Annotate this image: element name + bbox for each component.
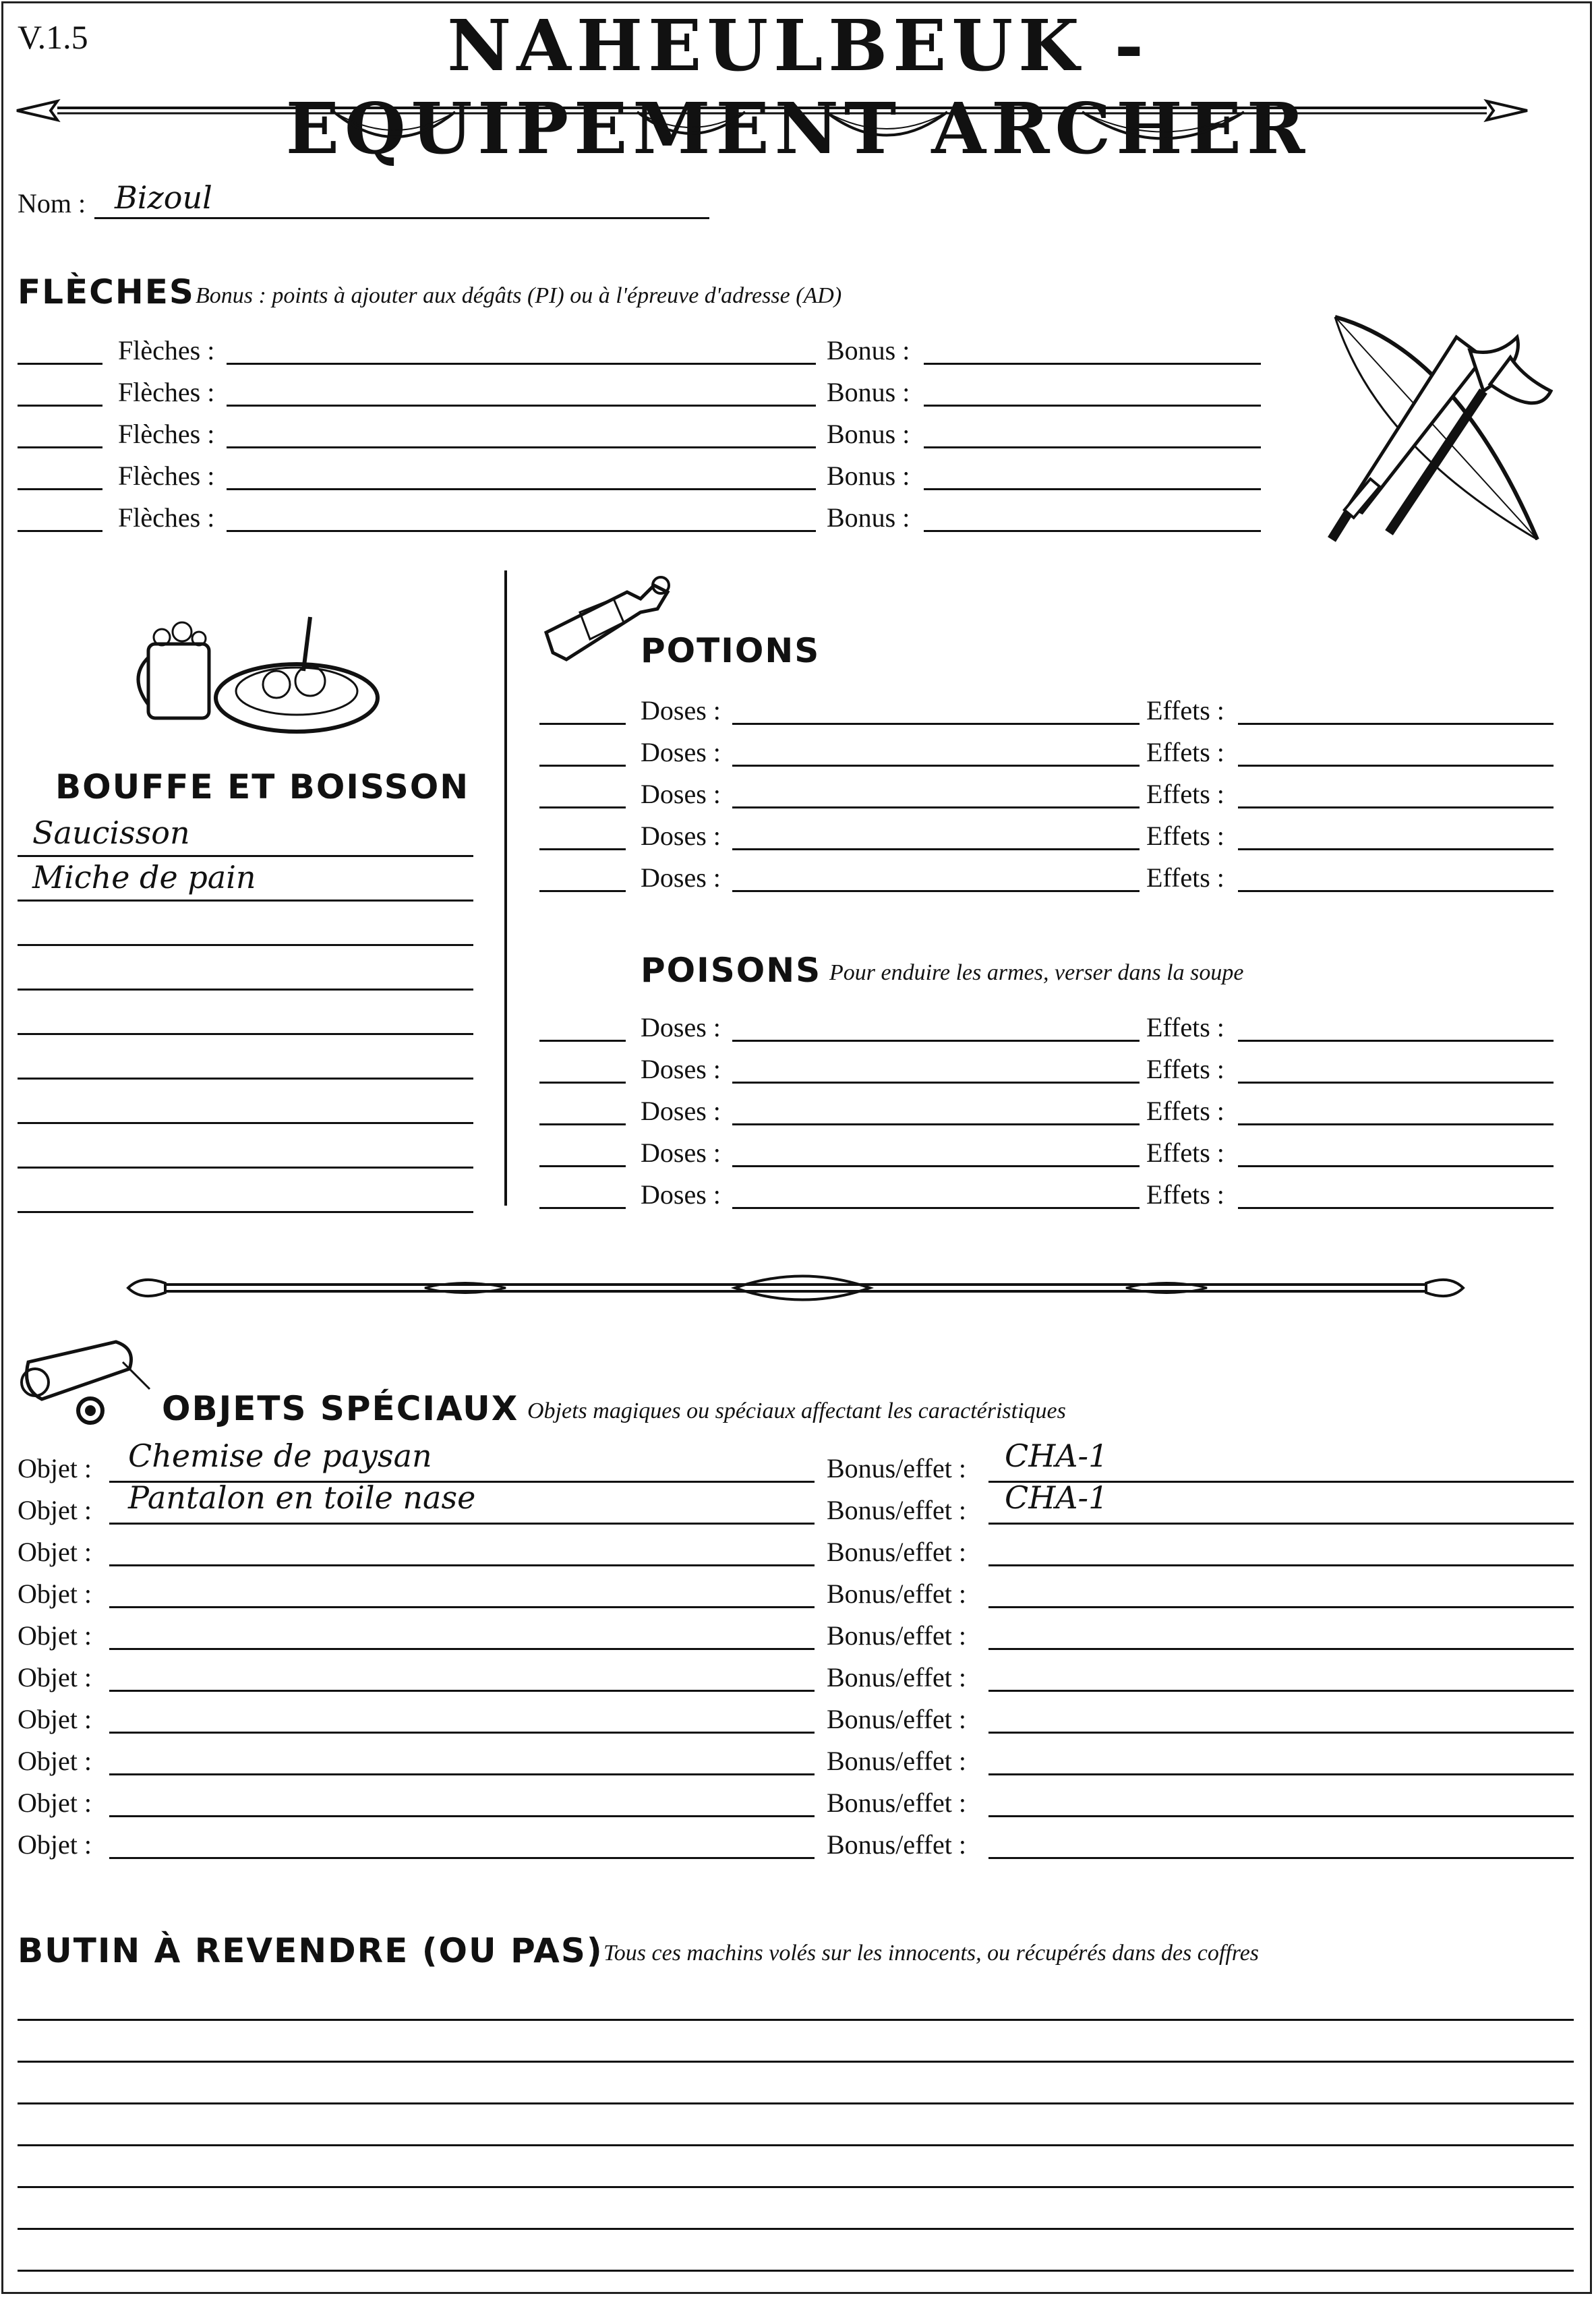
objet-field-line — [109, 1606, 815, 1608]
objet-bonus-label: Bonus/effet : — [827, 1662, 967, 1692]
objet-bonus-label: Bonus/effet : — [827, 1453, 967, 1483]
fleches-bonus-field[interactable] — [924, 363, 1261, 365]
fleches-count-field[interactable] — [18, 530, 102, 532]
bouffe-item-line — [18, 989, 473, 991]
fleches-label: Flèches : — [118, 377, 215, 407]
poisons-doses-field[interactable] — [732, 1207, 1140, 1209]
food-and-drink-icon — [135, 603, 384, 738]
butin-line[interactable] — [18, 2102, 1574, 2104]
poisons-effets-field[interactable] — [1238, 1082, 1554, 1084]
poisons-effets-label: Effets : — [1146, 1012, 1224, 1042]
fleches-bonus-field[interactable] — [924, 405, 1261, 407]
poisons-doses-label: Doses : — [641, 1054, 721, 1084]
potions-effets-field[interactable] — [1238, 765, 1554, 767]
butin-subtitle: Tous ces machins volés sur les innocents, ou récupérés dans des coffres — [603, 1941, 1260, 1966]
objet-bonus-line — [988, 1732, 1574, 1734]
bouffe-item-line — [18, 1211, 473, 1213]
objets-title: OBJETS SPÉCIAUX — [162, 1389, 519, 1428]
crossed-weapons-icon — [1322, 310, 1571, 553]
poisons-effets-label: Effets : — [1146, 1054, 1224, 1084]
butin-line[interactable] — [18, 2019, 1574, 2021]
bouffe-item[interactable]: Saucisson — [32, 815, 190, 851]
poisons-effets-label: Effets : — [1146, 1096, 1224, 1126]
page-title: NAHEULBEUK - EQUIPEMENT ARCHER — [285, 4, 1311, 170]
fleches-label: Flèches : — [118, 461, 215, 491]
potions-doses-label: Doses : — [641, 862, 721, 893]
poisons-subtitle: Pour enduire les armes, verser dans la soupe — [829, 960, 1244, 985]
bouffe-title: BOUFFE ET BOISSON — [55, 767, 470, 806]
bouffe-item-line — [18, 1033, 473, 1035]
objet-bonus-label: Bonus/effet : — [827, 1788, 967, 1818]
objet-bonus-line — [988, 1523, 1574, 1525]
potions-effets-field[interactable] — [1238, 806, 1554, 808]
objet-bonus-label: Bonus/effet : — [827, 1537, 967, 1567]
objet-label: Objet : — [18, 1704, 92, 1734]
objet-field-line — [109, 1648, 815, 1650]
potions-doses-field[interactable] — [732, 890, 1140, 892]
fleches-count-field[interactable] — [18, 363, 102, 365]
poisons-title: POISONS — [641, 951, 822, 990]
potions-effets-field[interactable] — [1238, 723, 1554, 725]
poisons-count-field[interactable] — [539, 1165, 626, 1167]
objet-label: Objet : — [18, 1788, 92, 1818]
fleches-bonus-field[interactable] — [924, 530, 1261, 532]
potions-effets-label: Effets : — [1146, 779, 1224, 809]
fleches-bonus-label: Bonus : — [827, 502, 910, 533]
fleches-name-field[interactable] — [227, 488, 816, 490]
potions-count-field[interactable] — [539, 848, 626, 850]
objet-field-line — [109, 1732, 815, 1734]
fleches-count-field[interactable] — [18, 405, 102, 407]
potions-doses-field[interactable] — [732, 723, 1140, 725]
objet-bonus-label: Bonus/effet : — [827, 1579, 967, 1609]
fleches-name-field[interactable] — [227, 530, 816, 532]
potions-effets-label: Effets : — [1146, 862, 1224, 893]
objet-bonus-label: Bonus/effet : — [827, 1704, 967, 1734]
objet-field-line — [109, 1815, 815, 1817]
fleches-subtitle: Bonus : points à ajouter aux dégâts (PI) ou à l'épreuve d'adresse (AD) — [196, 283, 842, 308]
objet-bonus-field[interactable]: CHA-1 — [1005, 1438, 1109, 1474]
scroll-and-ring-icon — [15, 1335, 156, 1430]
butin-line[interactable] — [18, 2228, 1574, 2230]
potions-count-field[interactable] — [539, 890, 626, 892]
potions-doses-field[interactable] — [732, 765, 1140, 767]
objet-label: Objet : — [18, 1453, 92, 1483]
poisons-count-field[interactable] — [539, 1040, 626, 1042]
objet-field[interactable]: Pantalon en toile nase — [128, 1479, 476, 1516]
fleches-name-field[interactable] — [227, 363, 816, 365]
arrow-divider-icon — [17, 88, 1527, 148]
fleches-count-field[interactable] — [18, 488, 102, 490]
potions-effets-label: Effets : — [1146, 821, 1224, 851]
nom-label: Nom : — [18, 188, 86, 218]
potions-effets-label: Effets : — [1146, 695, 1224, 726]
objet-field-line — [109, 1564, 815, 1566]
objet-field-line — [109, 1773, 815, 1775]
version-label: V.1.5 — [18, 18, 88, 56]
fleches-bonus-label: Bonus : — [827, 377, 910, 407]
bouffe-item-line — [18, 944, 473, 946]
fleches-label: Flèches : — [118, 335, 215, 365]
potions-effets-field[interactable] — [1238, 848, 1554, 850]
poisons-count-field[interactable] — [539, 1082, 626, 1084]
potions-doses-field[interactable] — [732, 806, 1140, 808]
poisons-effets-field[interactable] — [1238, 1040, 1554, 1042]
objet-bonus-field[interactable]: CHA-1 — [1005, 1479, 1109, 1516]
potions-count-field[interactable] — [539, 765, 626, 767]
objet-bonus-line — [988, 1815, 1574, 1817]
objet-bonus-label: Bonus/effet : — [827, 1829, 967, 1860]
butin-line[interactable] — [18, 2270, 1574, 2272]
poisons-doses-label: Doses : — [641, 1138, 721, 1168]
fleches-label: Flèches : — [118, 419, 215, 449]
poisons-doses-label: Doses : — [641, 1096, 721, 1126]
bouffe-item[interactable]: Miche de pain — [32, 859, 256, 895]
fleches-name-field[interactable] — [227, 446, 816, 448]
bouffe-item-line — [18, 1078, 473, 1080]
potions-count-field[interactable] — [539, 723, 626, 725]
objets-subtitle: Objets magiques ou spéciaux affectant les caractéristiques — [527, 1398, 1066, 1423]
objet-bonus-line — [988, 1857, 1574, 1859]
objet-label: Objet : — [18, 1579, 92, 1609]
poisons-doses-label: Doses : — [641, 1179, 721, 1210]
objet-bonus-label: Bonus/effet : — [827, 1746, 967, 1776]
bouffe-item-line — [18, 900, 473, 902]
objet-field[interactable]: Chemise de paysan — [128, 1438, 432, 1474]
potions-doses-label: Doses : — [641, 779, 721, 809]
butin-line[interactable] — [18, 2061, 1574, 2063]
poisons-doses-field[interactable] — [732, 1165, 1140, 1167]
fleches-bonus-field[interactable] — [924, 488, 1261, 490]
poisons-doses-field[interactable] — [732, 1123, 1140, 1125]
objet-bonus-line — [988, 1564, 1574, 1566]
poisons-count-field[interactable] — [539, 1123, 626, 1125]
potions-count-field[interactable] — [539, 806, 626, 808]
potions-effets-label: Effets : — [1146, 737, 1224, 767]
objet-bonus-line — [988, 1690, 1574, 1692]
bouffe-item-line — [18, 1167, 473, 1169]
potions-title: POTIONS — [641, 631, 821, 670]
objet-label: Objet : — [18, 1662, 92, 1692]
poisons-doses-field[interactable] — [732, 1082, 1140, 1084]
potions-doses-label: Doses : — [641, 737, 721, 767]
butin-line[interactable] — [18, 2144, 1574, 2146]
objet-label: Objet : — [18, 1620, 92, 1651]
potions-doses-field[interactable] — [732, 848, 1140, 850]
poisons-effets-label: Effets : — [1146, 1179, 1224, 1210]
objet-bonus-label: Bonus/effet : — [827, 1620, 967, 1651]
potions-doses-label: Doses : — [641, 695, 721, 726]
objet-bonus-line — [988, 1648, 1574, 1650]
objet-bonus-line — [988, 1606, 1574, 1608]
poisons-effets-field[interactable] — [1238, 1207, 1554, 1209]
butin-title: BUTIN À REVENDRE (OU PAS) — [18, 1931, 603, 1970]
poisons-effets-field[interactable] — [1238, 1123, 1554, 1125]
potions-doses-label: Doses : — [641, 821, 721, 851]
fleches-bonus-label: Bonus : — [827, 419, 910, 449]
objet-label: Objet : — [18, 1495, 92, 1525]
staff-divider-icon — [128, 1258, 1463, 1318]
nom-field-line — [94, 217, 709, 219]
objet-label: Objet : — [18, 1829, 92, 1860]
fleches-name-field[interactable] — [227, 405, 816, 407]
poisons-doses-field[interactable] — [732, 1040, 1140, 1042]
objet-field-line — [109, 1523, 815, 1525]
objet-bonus-label: Bonus/effet : — [827, 1495, 967, 1525]
butin-line[interactable] — [18, 2186, 1574, 2188]
potions-effets-field[interactable] — [1238, 890, 1554, 892]
poisons-effets-label: Effets : — [1146, 1138, 1224, 1168]
bouffe-item-line — [18, 1122, 473, 1124]
objet-label: Objet : — [18, 1746, 92, 1776]
poisons-count-field[interactable] — [539, 1207, 626, 1209]
objet-label: Objet : — [18, 1537, 92, 1567]
objet-bonus-line — [988, 1773, 1574, 1775]
objet-field-line — [109, 1857, 815, 1859]
bouffe-item-line — [18, 855, 473, 857]
poisons-effets-field[interactable] — [1238, 1165, 1554, 1167]
column-divider — [504, 570, 507, 1206]
fleches-bonus-label: Bonus : — [827, 335, 910, 365]
fleches-bonus-label: Bonus : — [827, 461, 910, 491]
fleches-bonus-field[interactable] — [924, 446, 1261, 448]
fleches-title: FLÈCHES — [18, 272, 195, 312]
fleches-label: Flèches : — [118, 502, 215, 533]
fleches-count-field[interactable] — [18, 446, 102, 448]
nom-field[interactable]: Bizoul — [115, 179, 212, 216]
poisons-doses-label: Doses : — [641, 1012, 721, 1042]
objet-field-line — [109, 1690, 815, 1692]
